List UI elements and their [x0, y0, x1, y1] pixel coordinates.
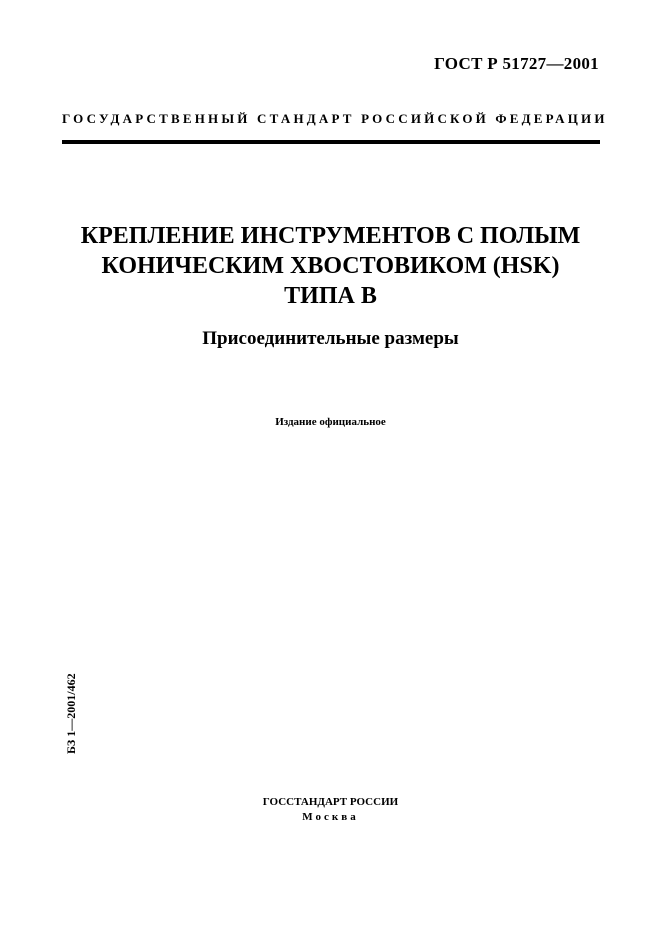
- document-title: [0, 221, 661, 311]
- side-catalog-code: БЗ 1—2001/462: [64, 673, 78, 754]
- publisher-name: ГОССТАНДАРТ РОССИИ: [262, 796, 399, 808]
- title-line-1: КРЕПЛЕНИЕ ИНСТРУМЕНТОВ С ПОЛЫМ: [80, 223, 581, 249]
- edition-note: Издание официальное: [275, 416, 386, 428]
- organization-header: ГОСУДАРСТВЕННЫЙ СТАНДАРТ РОССИЙСКОЙ ФЕДЕРАЦИИ: [62, 111, 608, 126]
- title-line-3: ТИПА В: [284, 283, 377, 309]
- standard-number: ГОСТ Р 51727—2001: [434, 54, 599, 73]
- title-line-2: КОНИЧЕСКИМ ХВОСТОВИКОМ (HSK): [101, 253, 560, 279]
- publisher-city: Москва: [302, 811, 359, 823]
- document-subtitle: Присоединительные размеры: [202, 328, 459, 349]
- header-divider: [62, 140, 600, 144]
